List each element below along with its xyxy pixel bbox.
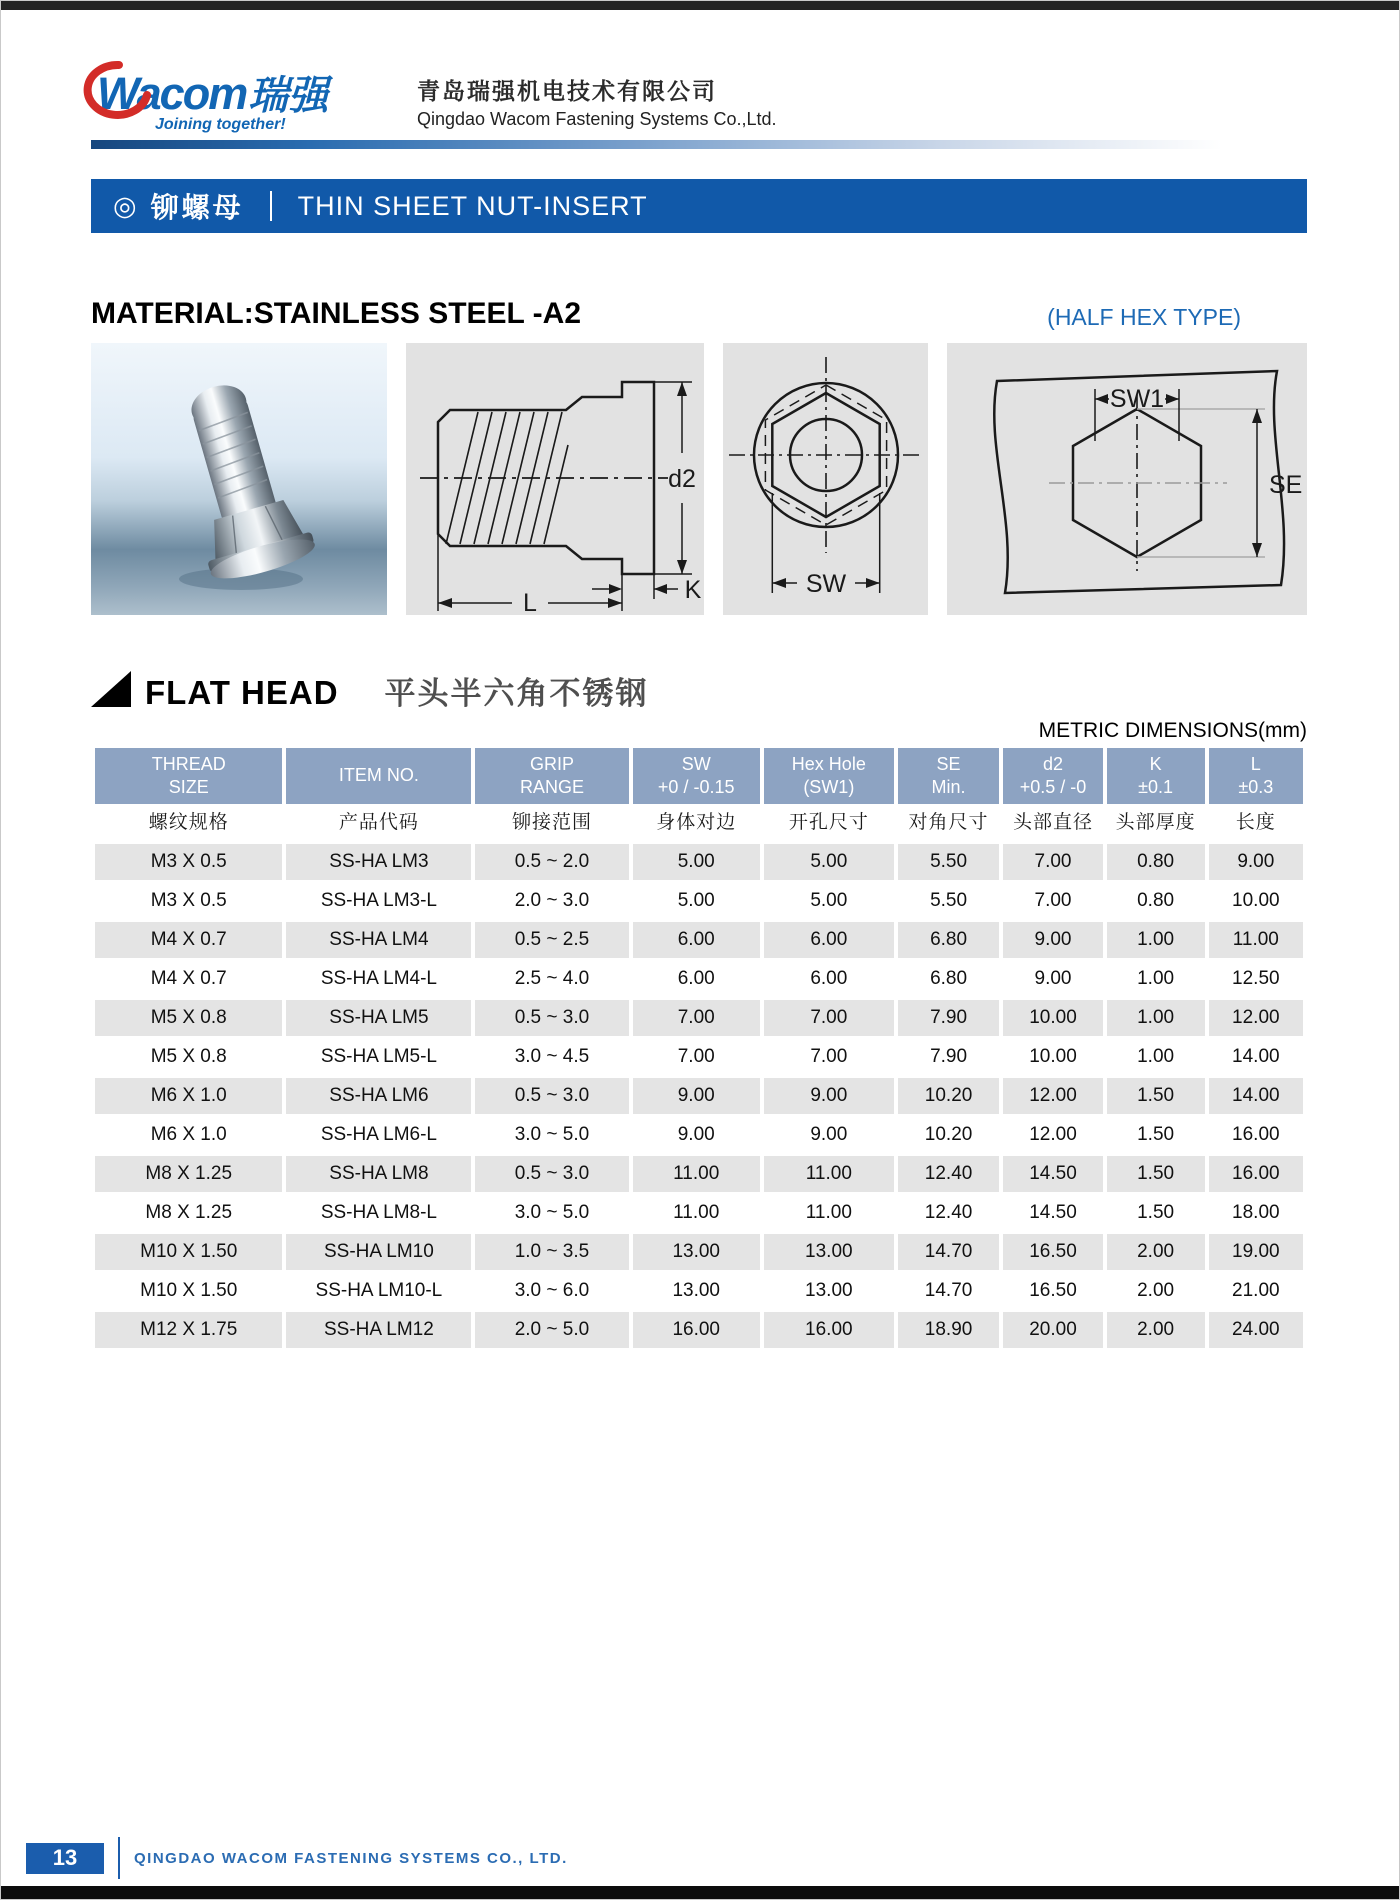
table-cell: 7.00 — [1003, 883, 1102, 919]
table-cell: SS-HA LM10 — [286, 1234, 471, 1270]
column-header: K ±0.1 — [1107, 748, 1205, 804]
table-cell: 9.00 — [633, 1078, 760, 1114]
table-row — [95, 1039, 1303, 1075]
figures-row — [91, 343, 1307, 615]
table-cell: SS-HA LM5 — [286, 1000, 471, 1036]
table-cell: 16.50 — [1003, 1273, 1102, 1309]
column-subheader: 头部直径 — [1003, 807, 1102, 841]
table-cell: 12.00 — [1209, 1000, 1303, 1036]
table-cell: 16.00 — [1209, 1156, 1303, 1192]
table-cell: 9.00 — [764, 1078, 894, 1114]
table-row — [95, 1078, 1303, 1114]
banner-title-en: THIN SHEET NUT-INSERT — [297, 190, 648, 221]
table-cell: 14.00 — [1209, 1078, 1303, 1114]
table-cell: SS-HA LM10-L — [286, 1273, 471, 1309]
spec-table — [91, 745, 1307, 1351]
table-cell: 1.50 — [1107, 1195, 1205, 1231]
table-cell: 14.50 — [1003, 1195, 1102, 1231]
table-subheader-row — [95, 807, 1303, 841]
table-cell: 10.00 — [1003, 1039, 1102, 1075]
table-cell: M6 X 1.0 — [95, 1078, 282, 1114]
table-cell: 0.5 ~ 3.0 — [475, 1078, 628, 1114]
table-cell: 0.5 ~ 2.0 — [475, 844, 628, 880]
section-title-en: FLAT HEAD — [145, 674, 339, 711]
metric-dimensions-note: METRIC DIMENSIONS(mm) — [1038, 719, 1307, 742]
column-subheader: 长度 — [1209, 807, 1303, 841]
drawing-sheet-view — [947, 343, 1307, 615]
table-cell: 10.00 — [1003, 1000, 1102, 1036]
table-cell: 6.00 — [764, 961, 894, 997]
column-header: L ±0.3 — [1209, 748, 1303, 804]
table-cell: SS-HA LM6-L — [286, 1117, 471, 1153]
page-footer — [26, 1837, 568, 1879]
table-cell: SS-HA LM5-L — [286, 1039, 471, 1075]
table-cell: 13.00 — [764, 1273, 894, 1309]
table-row — [95, 1312, 1303, 1348]
drawing-front-view — [723, 343, 928, 615]
table-cell: 5.00 — [764, 883, 894, 919]
wacom-swoosh-icon — [83, 59, 153, 128]
table-row — [95, 1234, 1303, 1270]
table-cell: 2.00 — [1107, 1312, 1205, 1348]
table-cell: 5.00 — [633, 844, 760, 880]
column-subheader: 铆接范围 — [475, 807, 628, 841]
column-header: SW +0 / -0.15 — [633, 748, 760, 804]
table-cell: M6 X 1.0 — [95, 1117, 282, 1153]
column-header: ITEM NO. — [286, 748, 471, 804]
table-cell: 9.00 — [1003, 922, 1102, 958]
table-cell: 16.50 — [1003, 1234, 1102, 1270]
table-cell: 16.00 — [633, 1312, 760, 1348]
table-cell: SS-HA LM8 — [286, 1156, 471, 1192]
table-cell: 0.80 — [1107, 844, 1205, 880]
table-cell: 16.00 — [1209, 1117, 1303, 1153]
table-cell: 24.00 — [1209, 1312, 1303, 1348]
table-cell: 11.00 — [764, 1156, 894, 1192]
table-cell: 5.50 — [898, 883, 1000, 919]
table-cell: SS-HA LM4-L — [286, 961, 471, 997]
table-cell: M8 X 1.25 — [95, 1195, 282, 1231]
column-subheader: 头部厚度 — [1107, 807, 1205, 841]
column-subheader: 对角尺寸 — [898, 807, 1000, 841]
table-cell: 3.0 ~ 5.0 — [475, 1195, 628, 1231]
table-row — [95, 844, 1303, 880]
company-name-en: Qingdao Wacom Fastening Systems Co.,Ltd. — [417, 109, 777, 129]
table-cell: 9.00 — [764, 1117, 894, 1153]
table-cell: 13.00 — [633, 1234, 760, 1270]
table-cell: 3.0 ~ 4.5 — [475, 1039, 628, 1075]
material-heading: MATERIAL:STAINLESS STEEL -A2 — [91, 297, 582, 330]
table-row — [95, 1000, 1303, 1036]
drawing-side-view — [406, 343, 704, 615]
table-cell: 3.0 ~ 5.0 — [475, 1117, 628, 1153]
table-cell: 6.80 — [898, 961, 1000, 997]
table-cell: 20.00 — [1003, 1312, 1102, 1348]
table-cell: 2.00 — [1107, 1273, 1205, 1309]
table-cell: 2.5 ~ 4.0 — [475, 961, 628, 997]
dim-label-se: SE — [1269, 471, 1303, 499]
section-title-cn: 平头半六角不锈钢 — [384, 676, 649, 711]
material-row — [91, 297, 1307, 331]
product-photo — [91, 343, 387, 615]
table-cell: 5.00 — [764, 844, 894, 880]
flat-head-section-heading — [91, 671, 1307, 709]
table-cell: 11.00 — [764, 1195, 894, 1231]
column-subheader: 产品代码 — [286, 807, 471, 841]
table-cell: M4 X 0.7 — [95, 922, 282, 958]
table-row — [95, 1273, 1303, 1309]
table-cell: SS-HA LM6 — [286, 1078, 471, 1114]
page-content — [91, 1, 1307, 1351]
table-cell: 0.5 ~ 3.0 — [475, 1000, 628, 1036]
table-cell: SS-HA LM12 — [286, 1312, 471, 1348]
table-cell: SS-HA LM8-L — [286, 1195, 471, 1231]
table-cell: 0.5 ~ 2.5 — [475, 922, 628, 958]
table-cell: 12.00 — [1003, 1078, 1102, 1114]
brand-name-cn: 瑞强 — [248, 74, 329, 118]
table-cell: 10.20 — [898, 1117, 1000, 1153]
section-banner — [91, 179, 1307, 233]
table-cell: 2.0 ~ 3.0 — [475, 883, 628, 919]
dim-label-l: L — [523, 589, 537, 615]
banner-bullet-icon: ◎ — [113, 190, 137, 221]
footer-divider — [118, 1837, 120, 1879]
table-cell: 11.00 — [1209, 922, 1303, 958]
table-cell: 19.00 — [1209, 1234, 1303, 1270]
table-cell: 7.00 — [1003, 844, 1102, 880]
table-cell: 6.00 — [633, 961, 760, 997]
table-cell: 2.0 ~ 5.0 — [475, 1312, 628, 1348]
table-cell: 5.00 — [633, 883, 760, 919]
table-cell: M10 X 1.50 — [95, 1234, 282, 1270]
table-cell: SS-HA LM4 — [286, 922, 471, 958]
table-cell: M5 X 0.8 — [95, 1039, 282, 1075]
table-cell: 2.00 — [1107, 1234, 1205, 1270]
dim-label-d2: d2 — [668, 465, 696, 493]
table-cell: 6.00 — [633, 922, 760, 958]
table-cell: M8 X 1.25 — [95, 1156, 282, 1192]
dim-label-sw: SW — [805, 570, 847, 598]
company-block — [417, 71, 777, 130]
table-row — [95, 922, 1303, 958]
table-cell: M10 X 1.50 — [95, 1273, 282, 1309]
table-cell: 14.70 — [898, 1234, 1000, 1270]
table-cell: M4 X 0.7 — [95, 961, 282, 997]
table-cell: 11.00 — [633, 1156, 760, 1192]
table-cell: 7.00 — [633, 1000, 760, 1036]
table-cell: 0.5 ~ 3.0 — [475, 1156, 628, 1192]
header-gradient-rule — [91, 140, 1307, 149]
column-header: Hex Hole (SW1) — [764, 748, 894, 804]
column-header: d2 +0.5 / -0 — [1003, 748, 1102, 804]
table-cell: 7.00 — [633, 1039, 760, 1075]
table-cell: 14.70 — [898, 1273, 1000, 1309]
page-bottom-edge — [1, 1886, 1399, 1899]
column-subheader: 身体对边 — [633, 807, 760, 841]
triangle-bullet-icon — [91, 671, 131, 707]
table-cell: 16.00 — [764, 1312, 894, 1348]
table-cell: 1.50 — [1107, 1078, 1205, 1114]
page-number-badge: 13 — [26, 1843, 104, 1874]
table-cell: 12.40 — [898, 1195, 1000, 1231]
table-cell: 1.50 — [1107, 1117, 1205, 1153]
table-cell: 1.00 — [1107, 1039, 1205, 1075]
table-cell: 7.90 — [898, 1039, 1000, 1075]
table-row — [95, 883, 1303, 919]
table-cell: 13.00 — [764, 1234, 894, 1270]
table-cell: M3 X 0.5 — [95, 844, 282, 880]
table-cell: 1.00 — [1107, 961, 1205, 997]
table-cell: 9.00 — [633, 1117, 760, 1153]
dim-label-sw1: SW1 — [1109, 385, 1165, 413]
table-cell: 10.00 — [1209, 883, 1303, 919]
banner-separator — [270, 191, 272, 221]
table-cell: SS-HA LM3-L — [286, 883, 471, 919]
brand-name: Wacom — [97, 68, 247, 119]
table-header-row — [95, 748, 1303, 804]
table-cell: 10.20 — [898, 1078, 1000, 1114]
table-cell: M3 X 0.5 — [95, 883, 282, 919]
table-cell: 5.50 — [898, 844, 1000, 880]
table-cell: 1.00 — [1107, 1000, 1205, 1036]
company-name-cn: 青岛瑞强机电技术有限公司 — [417, 78, 717, 104]
table-cell: 9.00 — [1209, 844, 1303, 880]
footer-company-name: QINGDAO WACOM FASTENING SYSTEMS CO., LTD. — [134, 1849, 568, 1867]
table-cell: M5 X 0.8 — [95, 1000, 282, 1036]
column-header: GRIP RANGE — [475, 748, 628, 804]
table-cell: 13.00 — [633, 1273, 760, 1309]
table-row — [95, 961, 1303, 997]
table-cell: 12.00 — [1003, 1117, 1102, 1153]
table-cell: 14.00 — [1209, 1039, 1303, 1075]
table-cell: 11.00 — [633, 1195, 760, 1231]
table-cell: 9.00 — [1003, 961, 1102, 997]
table-row — [95, 1117, 1303, 1153]
table-row — [95, 1156, 1303, 1192]
table-cell: 6.80 — [898, 922, 1000, 958]
table-cell: 18.00 — [1209, 1195, 1303, 1231]
column-header: SE Min. — [898, 748, 1000, 804]
type-note: (HALF HEX TYPE) — [1047, 304, 1241, 330]
column-subheader: 开孔尺寸 — [764, 807, 894, 841]
table-cell: 1.50 — [1107, 1156, 1205, 1192]
wacom-logo — [91, 68, 391, 134]
banner-title-cn: 铆螺母 — [150, 192, 244, 223]
table-cell: 3.0 ~ 6.0 — [475, 1273, 628, 1309]
table-cell: 6.00 — [764, 922, 894, 958]
table-cell: 14.50 — [1003, 1156, 1102, 1192]
table-cell: 7.00 — [764, 1000, 894, 1036]
table-cell: 18.90 — [898, 1312, 1000, 1348]
table-cell: SS-HA LM3 — [286, 844, 471, 880]
table-cell: 7.90 — [898, 1000, 1000, 1036]
table-cell: 1.0 ~ 3.5 — [475, 1234, 628, 1270]
dim-label-k: K — [684, 576, 702, 604]
table-cell: M12 X 1.75 — [95, 1312, 282, 1348]
table-cell: 7.00 — [764, 1039, 894, 1075]
brand-tagline: Joining together! — [155, 116, 286, 133]
table-cell: 0.80 — [1107, 883, 1205, 919]
table-cell: 12.40 — [898, 1156, 1000, 1192]
table-cell: 12.50 — [1209, 961, 1303, 997]
table-row — [95, 1195, 1303, 1231]
masthead — [91, 68, 1307, 134]
table-cell: 1.00 — [1107, 922, 1205, 958]
table-cell: 21.00 — [1209, 1273, 1303, 1309]
column-subheader: 螺纹规格 — [95, 807, 282, 841]
column-header: THREAD SIZE — [95, 748, 282, 804]
